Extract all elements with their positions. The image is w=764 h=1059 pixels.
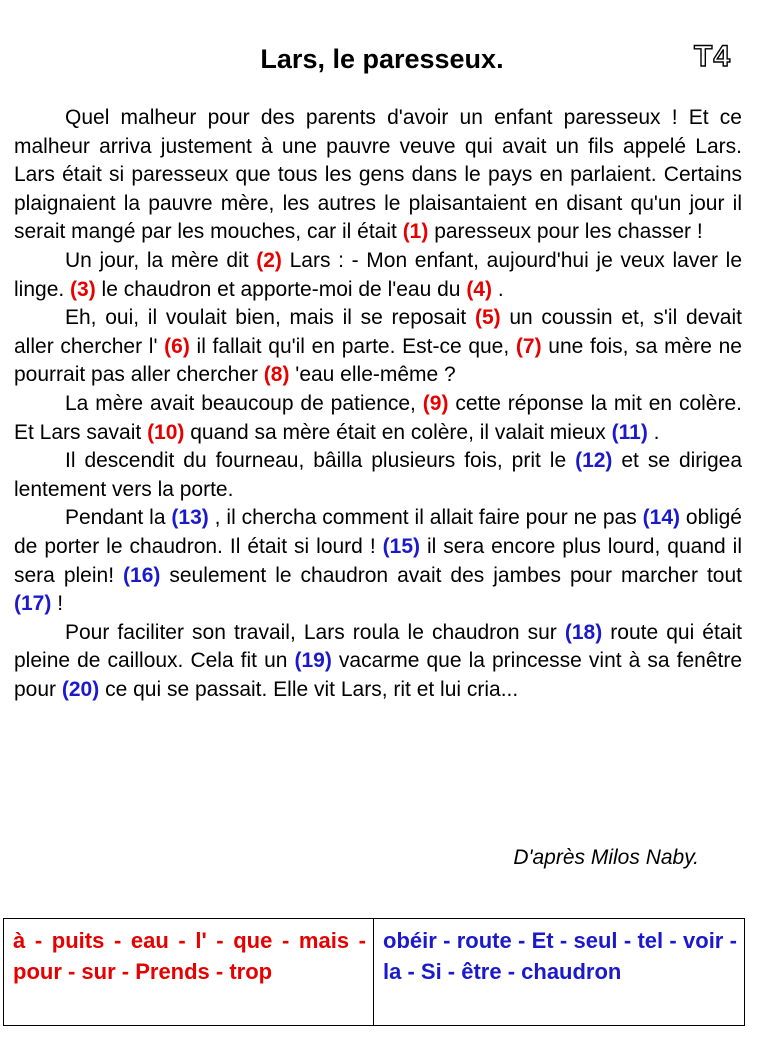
text-segment: un coussin et, s'il devait aller chercher l'	[14, 306, 742, 358]
word-bank-table	[3, 918, 745, 1026]
text-segment: Il descendit du fourneau, bâilla plusieurs fois, prit le	[65, 449, 576, 473]
text-segment: ce qui se passait. Elle vit Lars, rit et lui cria...	[99, 677, 519, 701]
text-segment: !	[51, 592, 64, 616]
text-segment: .	[647, 420, 660, 444]
paragraph-5	[14, 447, 742, 504]
text-segment: route qui était pleine de cailloux. Cela fit un	[14, 620, 742, 673]
blank-3: (3)	[70, 277, 96, 301]
paragraph-4	[14, 390, 742, 447]
word-bank-red-cell: à - puits - eau - l' - que - mais - pour - sur - Prends - trop	[4, 919, 374, 1025]
text-segment: obligé de porter le chaudron. Il était si lourd !	[14, 506, 742, 558]
text-segment: et se dirigea lentement vers la porte.	[14, 449, 742, 501]
text-segment: quand sa mère était en colère, il valait mieux	[184, 420, 612, 444]
author-credit: D'après Milos Naby.	[513, 846, 699, 869]
worksheet-tag: T4	[694, 40, 732, 73]
blank-13: (13)	[171, 506, 209, 530]
blank-1: (1)	[402, 220, 429, 244]
text-segment: Pendant la	[65, 506, 172, 530]
text-segment: le chaudron et apporte-moi de l'eau du	[95, 277, 467, 301]
text-segment: Eh, oui, il voulait bien, mais il se reposait	[65, 306, 475, 330]
paragraph-7	[14, 619, 742, 705]
text-segment: Un jour, la mère dit	[65, 248, 257, 272]
blank-19: (19)	[294, 649, 332, 673]
blank-20: (20)	[61, 677, 100, 701]
text-segment: cette réponse la mit en colère. Et Lars savait	[14, 391, 742, 444]
blank-4: (4)	[466, 277, 492, 301]
text-segment: vacarme que la princesse vint à sa fenêtre pour	[14, 649, 743, 701]
blank-10: (10)	[147, 420, 185, 444]
blank-11: (11)	[611, 420, 648, 444]
text-segment: il sera encore plus lourd, quand il sera plein!	[14, 534, 742, 587]
text-segment: Pour faciliter son travail, Lars roula le chaudron sur	[65, 620, 565, 644]
blank-8: (8)	[263, 363, 290, 387]
text-segment: paresseux pour les chasser !	[428, 220, 703, 244]
text-segment: , il chercha comment il allait faire pour ne pas	[208, 506, 643, 530]
word-bank-blue-cell: obéir - route - Et - seul - tel - voir - la - Si - être - chaudron	[383, 928, 737, 984]
blank-17: (17)	[14, 592, 52, 616]
page-title: Lars, le paresseux.	[260, 44, 504, 74]
paragraph-3	[14, 304, 742, 390]
text-segment: il fallait qu'il en parte. Est-ce que,	[189, 334, 516, 358]
paragraph-1	[14, 104, 742, 247]
text-segment: .	[491, 277, 504, 301]
blank-6: (6)	[164, 334, 190, 358]
text-segment: seulement le chaudron avait des jambes pour marcher tout	[160, 563, 742, 587]
text-segment: une fois, sa mère ne pourrait pas aller chercher	[14, 334, 742, 387]
blank-16: (16)	[123, 563, 161, 587]
blank-15: (15)	[382, 534, 420, 558]
paragraph-2	[14, 247, 742, 304]
blank-14: (14)	[642, 506, 681, 530]
blank-18: (18)	[564, 620, 603, 644]
blank-5: (5)	[474, 306, 501, 330]
story-text	[14, 104, 742, 704]
text-segment: La mère avait beaucoup de patience,	[65, 391, 423, 415]
text-segment: Quel malheur pour des parents d'avoir un enfant paresseux ! Et ce malheur arriva justement à une pauvre veuve qui avait un fils appelé Lars. Lars était si paresseux que tous les gens dans le pays en parlaient. Certains plaignaient la pauvre mère, les autres le plaisantaient en disant qu'un jour il serait mangé par les mouches, car il était	[14, 106, 742, 244]
blank-9: (9)	[422, 391, 449, 415]
text-segment: 'eau elle-même ?	[289, 363, 456, 387]
blank-2: (2)	[256, 248, 282, 272]
paragraph-6	[14, 504, 742, 618]
text-segment: Lars : - Mon enfant, aujourd'hui je veux laver le linge.	[14, 248, 742, 301]
blank-7: (7)	[515, 334, 542, 358]
blank-12: (12)	[575, 449, 613, 473]
